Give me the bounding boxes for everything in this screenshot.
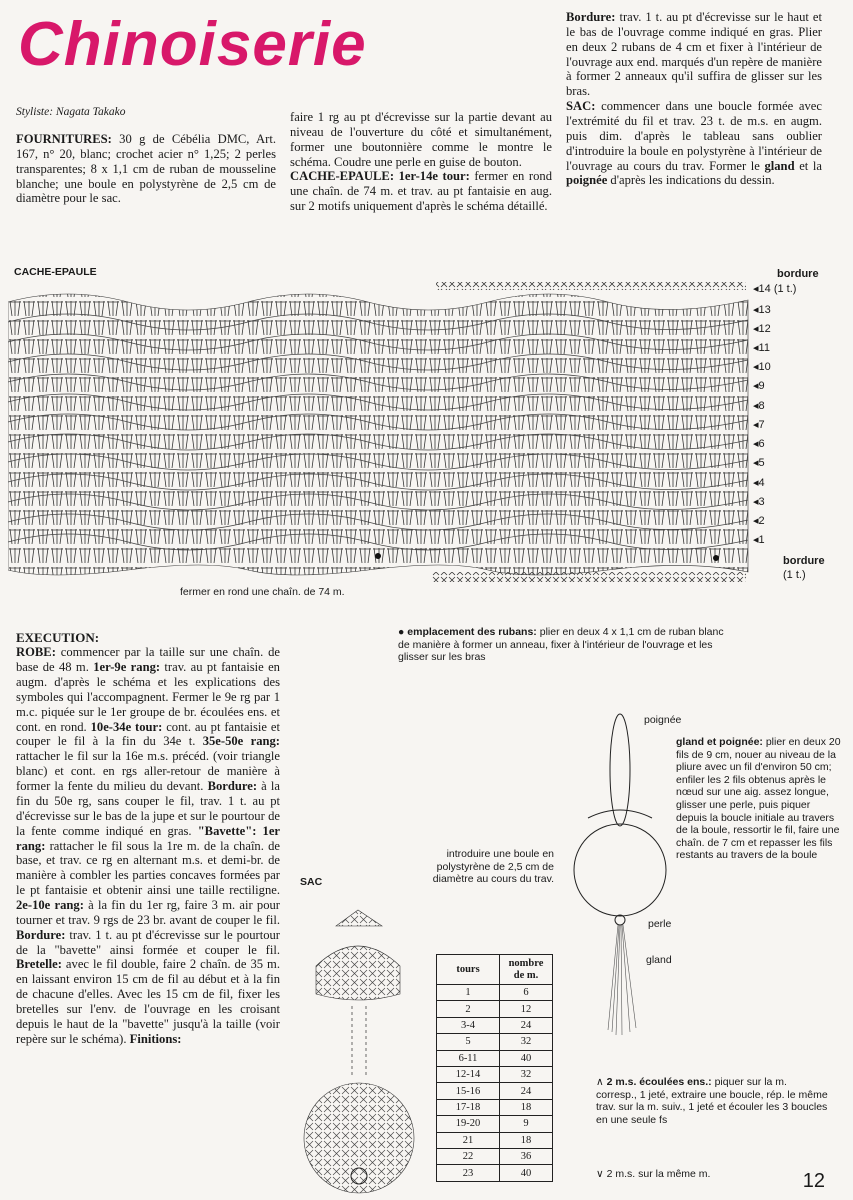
stitch-body bbox=[8, 294, 748, 575]
cell-tours: 5 bbox=[437, 1034, 500, 1050]
bretelle-text: avec le fil double, faire 2 chaîn. de 35 m. en laissant environ 15 cm de fil au début et à la fin de chacune d'elles. Avec les 15 cm de fil, fixer les bretelles sur l'env. de l'ouvrage en les croisant depuis le haut de la "bavette" jusqu'à la taille (voir repère sur le schéma). bbox=[16, 957, 280, 1046]
cell-tours: 15-16 bbox=[437, 1083, 500, 1099]
table-row bbox=[437, 1165, 553, 1181]
top-border-stitches bbox=[436, 282, 746, 290]
rang-1-9-label: 1er-9e rang: bbox=[93, 660, 161, 675]
cell-nombre: 18 bbox=[500, 1132, 553, 1148]
cell-tours: 17-18 bbox=[437, 1099, 500, 1115]
tours-table bbox=[436, 954, 553, 1182]
rubans-note bbox=[398, 626, 738, 664]
table-row bbox=[437, 1083, 553, 1099]
col2-paragraph bbox=[290, 110, 552, 214]
legend-1-label: 2 m.s. écoulées ens.: bbox=[606, 1076, 712, 1088]
marker-dot bbox=[713, 555, 719, 561]
cell-tours: 22 bbox=[437, 1149, 500, 1165]
page-title: Chinoiserie bbox=[18, 10, 367, 79]
table-row bbox=[437, 1050, 553, 1066]
poignee-word: poignée bbox=[566, 173, 608, 188]
legend-1-symbol: ∧ bbox=[596, 1076, 604, 1088]
cell-nombre: 40 bbox=[500, 1050, 553, 1066]
cell-nombre: 32 bbox=[500, 1067, 553, 1083]
bordure-bottom-label: bordure bbox=[783, 555, 825, 567]
finitions-label: Finitions: bbox=[129, 1031, 182, 1046]
cell-tours: 19-20 bbox=[437, 1116, 500, 1132]
sac-figure-label: SAC bbox=[300, 876, 323, 888]
row-10-label: ◂10 bbox=[753, 361, 771, 373]
header-tours: tours bbox=[437, 955, 500, 985]
page-number: 12 bbox=[802, 1170, 825, 1192]
bordure-1-label: Bordure: bbox=[207, 779, 258, 794]
robe-label: ROBE: bbox=[16, 645, 56, 660]
tour-10-34-label: 10e-34e tour: bbox=[90, 719, 163, 734]
table-row bbox=[437, 1017, 553, 1033]
row-11-label: ◂11 bbox=[753, 342, 770, 354]
rang-35-50-text: rattacher le fil sur la 16e m.s. précéd. (voir triangle blanc) et cont. en rgs aller-retour de manière à former la fente du milieu du devant. bbox=[16, 749, 280, 794]
fournitures-paragraph bbox=[16, 132, 276, 206]
cache-text: fermer en rond une chaîn. de 74 m. et trav. au pt fantaisie en aug. sur 2 motifs uniquement d'après le schéma détaillé. bbox=[290, 169, 552, 214]
col3-paragraph bbox=[566, 10, 822, 188]
cell-tours: 21 bbox=[437, 1132, 500, 1148]
bottom-border-stitches bbox=[432, 572, 746, 582]
row-6-label: ◂6 bbox=[753, 438, 765, 450]
gland-note-label: gland et poignée: bbox=[676, 736, 763, 748]
table-row bbox=[437, 1034, 553, 1050]
row-14-label: ◂14 (1 t.) bbox=[753, 283, 797, 295]
poignee-label: poignée bbox=[644, 714, 682, 726]
tour-10-34-text: cont. au pt fantaisie et couper le fil à la fin du 34e t. bbox=[16, 719, 280, 749]
row-12-label: ◂12 bbox=[753, 323, 771, 335]
row-4-label: ◂4 bbox=[753, 477, 765, 489]
bavette-label: "Bavette": 1er rang: bbox=[16, 823, 280, 853]
cell-nombre: 36 bbox=[500, 1149, 553, 1165]
boule-note: introduire une boule en polystyrène de 2,5 cm de diamètre au cours du trav. bbox=[432, 848, 554, 886]
legend-1 bbox=[596, 1076, 828, 1126]
et-la-word: et la bbox=[794, 158, 822, 173]
rang-2-10-label: 2e-10e rang: bbox=[16, 897, 84, 912]
cell-tours: 6-11 bbox=[437, 1050, 500, 1066]
diagram-label: CACHE-EPAULE bbox=[14, 266, 97, 278]
rubans-text: plier en deux 4 x 1,1 cm de ruban blanc de manière à former un anneau, fixer à l'intérieur de l'ouvrage et les glisser sur les bras bbox=[398, 626, 724, 664]
header-nombre: nombre de m. bbox=[500, 955, 553, 985]
table-row bbox=[437, 1099, 553, 1115]
row-labels bbox=[753, 268, 850, 590]
bordure-text: trav. 1 t. au pt d'écrevisse sur le haut et le bas de l'ouvrage comme indiqué en gras. Plier en deux 2 rubans de 4 cm et fixer à l'intérieur de l'ouvrage aux end. marqués d'un repère de manière à former 2 anneaux qu'il suffira de glisser sur les bras. bbox=[566, 10, 822, 99]
bretelle-label: Bretelle: bbox=[16, 957, 62, 972]
sac-figure bbox=[296, 906, 426, 1196]
cell-nombre: 9 bbox=[500, 1116, 553, 1132]
row-1-label: ◂1 bbox=[753, 534, 765, 546]
bordure-2-label: Bordure: bbox=[16, 927, 66, 942]
sac-label: SAC: bbox=[566, 99, 596, 114]
cell-nombre: 32 bbox=[500, 1034, 553, 1050]
cell-tours: 23 bbox=[437, 1165, 500, 1181]
gland-note-text: plier en deux 20 fils de 9 cm, nouer au niveau de la pliure avec un fil d'environ 50 cm; enfiler les 2 fils obtenus après le nœud sur une aig. assez longue, glisser une perle, puis piquer depuis la boucle initiale au travers de la boule, ressortir le fil, faire une chaîn. de 7 cm et repasser les fils restants au travers de la boule bbox=[676, 736, 841, 862]
bordure-top-label: bordure bbox=[777, 268, 819, 280]
row-5-label: ◂5 bbox=[753, 457, 765, 469]
execution-heading: EXECUTION: bbox=[16, 630, 100, 645]
cell-nombre: 6 bbox=[500, 985, 553, 1001]
bavette-text: rattacher le fil sous la 1re m. de la chaîn. de base, et trav. ce rg en alternant m.s. et demi-br. de manière à combler les parties concaves formées par le pt fantaisie et obtenir ainsi une taille rectiligne. bbox=[16, 838, 280, 898]
cell-nombre: 24 bbox=[500, 1017, 553, 1033]
fournitures-label: FOURNITURES: bbox=[16, 132, 112, 146]
marker-dot bbox=[375, 553, 381, 559]
gland-poignee-figure bbox=[560, 710, 680, 1040]
table-row bbox=[437, 1067, 553, 1083]
cell-nombre: 24 bbox=[500, 1083, 553, 1099]
bordure-bottom-sub: (1 t.) bbox=[783, 569, 806, 581]
col3-tail: d'après les indications du dessin. bbox=[607, 173, 775, 188]
table-row bbox=[437, 1132, 553, 1148]
gland-note bbox=[676, 736, 842, 862]
row-7-label: ◂7 bbox=[753, 419, 765, 431]
rang-35-50-label: 35e-50e rang: bbox=[202, 734, 280, 749]
diagram-caption: fermer en rond une chaîn. de 74 m. bbox=[180, 586, 345, 598]
cell-nombre: 40 bbox=[500, 1165, 553, 1181]
table-row bbox=[437, 1149, 553, 1165]
bordure-2-text: trav. 1 t. au pt d'écrevisse sur le pourtour de la "bavette" ainsi formée et couper le fil. bbox=[16, 927, 280, 957]
legend-2-symbol: ∨ bbox=[596, 1168, 604, 1180]
rubans-label: ● emplacement des rubans: bbox=[398, 626, 537, 638]
robe-text: commencer par la taille sur une chaîn. de base de 48 m. bbox=[16, 645, 280, 675]
row-13-label: ◂13 bbox=[753, 304, 771, 316]
table-row bbox=[437, 985, 553, 1001]
perle-label: perle bbox=[648, 918, 672, 930]
legend-1-text: piquer sur la m. corresp., 1 jeté, extraire une boucle, rép. le même trav. sur la m. suiv., 1 jeté et écouler les 3 boucles en une seule fs bbox=[596, 1076, 828, 1126]
cell-nombre: 12 bbox=[500, 1001, 553, 1017]
stitch-chart bbox=[8, 280, 750, 584]
table-row bbox=[437, 1116, 553, 1132]
cache-epaule-diagram bbox=[8, 266, 850, 590]
bordure-label: Bordure: bbox=[566, 10, 616, 24]
cache-label: CACHE-EPAULE: 1er-14e tour: bbox=[290, 169, 470, 184]
cell-tours: 3-4 bbox=[437, 1017, 500, 1033]
row-2-label: ◂2 bbox=[753, 515, 765, 527]
cell-tours: 12-14 bbox=[437, 1067, 500, 1083]
fournitures-text: 30 g de Cébélia DMC, Art. 167, n° 20, blanc; crochet acier n° 1,25; 2 perles transparentes; 8 x 1,1 cm de ruban de mousseline blanche; une boule en polystyrène de 2,5 cm de diamètre pour le sac. bbox=[16, 132, 276, 206]
execution-paragraph bbox=[16, 630, 280, 1047]
gland-word: gland bbox=[764, 158, 795, 173]
cell-tours: 2 bbox=[437, 1001, 500, 1017]
stylist-credit: Styliste: Nagata Takako bbox=[16, 106, 126, 118]
col2-intro: faire 1 rg au pt d'écrevisse sur la partie devant au niveau de l'ouverture du côté et simultanément, former une boutonnière comme le montre le schéma. Coudre une perle en guise de bouton. bbox=[290, 110, 552, 169]
cell-tours: 1 bbox=[437, 985, 500, 1001]
bordure-1-text: à la fin du 50e rg, sans couper le fil, trav. 1 t. au pt d'écrevisse sur le bas de la jupe et sur le pourtour de la fente comme indiqué en gras. bbox=[16, 779, 280, 838]
legend-2-text: 2 m.s. sur la même m. bbox=[606, 1168, 711, 1180]
row-8-label: ◂8 bbox=[753, 400, 765, 412]
sac-text: commencer dans une boucle formée avec l'extrémité du fil et trav. 23 t. de m.s. en augm. puis dim. d'après le tableau sans oublier d'introduire la boule en polystyrène à l'intérieur de l'ouvrage au cours du trav. Former le bbox=[566, 99, 822, 173]
gland-label: gland bbox=[646, 954, 672, 966]
tours-table-wrap bbox=[436, 954, 553, 1182]
table-header bbox=[437, 955, 553, 985]
row-9-label: ◂9 bbox=[753, 380, 765, 392]
row-3-label: ◂3 bbox=[753, 496, 765, 508]
rang-2-10-text: à la fin du 1er rg, faire 3 m. air pour tourner et trav. 9 rgs de 23 br. avant de couper le fil. bbox=[16, 897, 280, 927]
table-row bbox=[437, 1001, 553, 1017]
cell-nombre: 18 bbox=[500, 1099, 553, 1115]
rang-1-9-text: trav. au pt fantaisie en augm. d'après le schéma et les explications des symboles qui l'accompagnent. Fermer le 9e rg par 1 m.c. piquée sur le 1er groupe de br. écoulées ens. et cont. en rond. bbox=[16, 660, 280, 734]
legend-2 bbox=[596, 1168, 710, 1181]
